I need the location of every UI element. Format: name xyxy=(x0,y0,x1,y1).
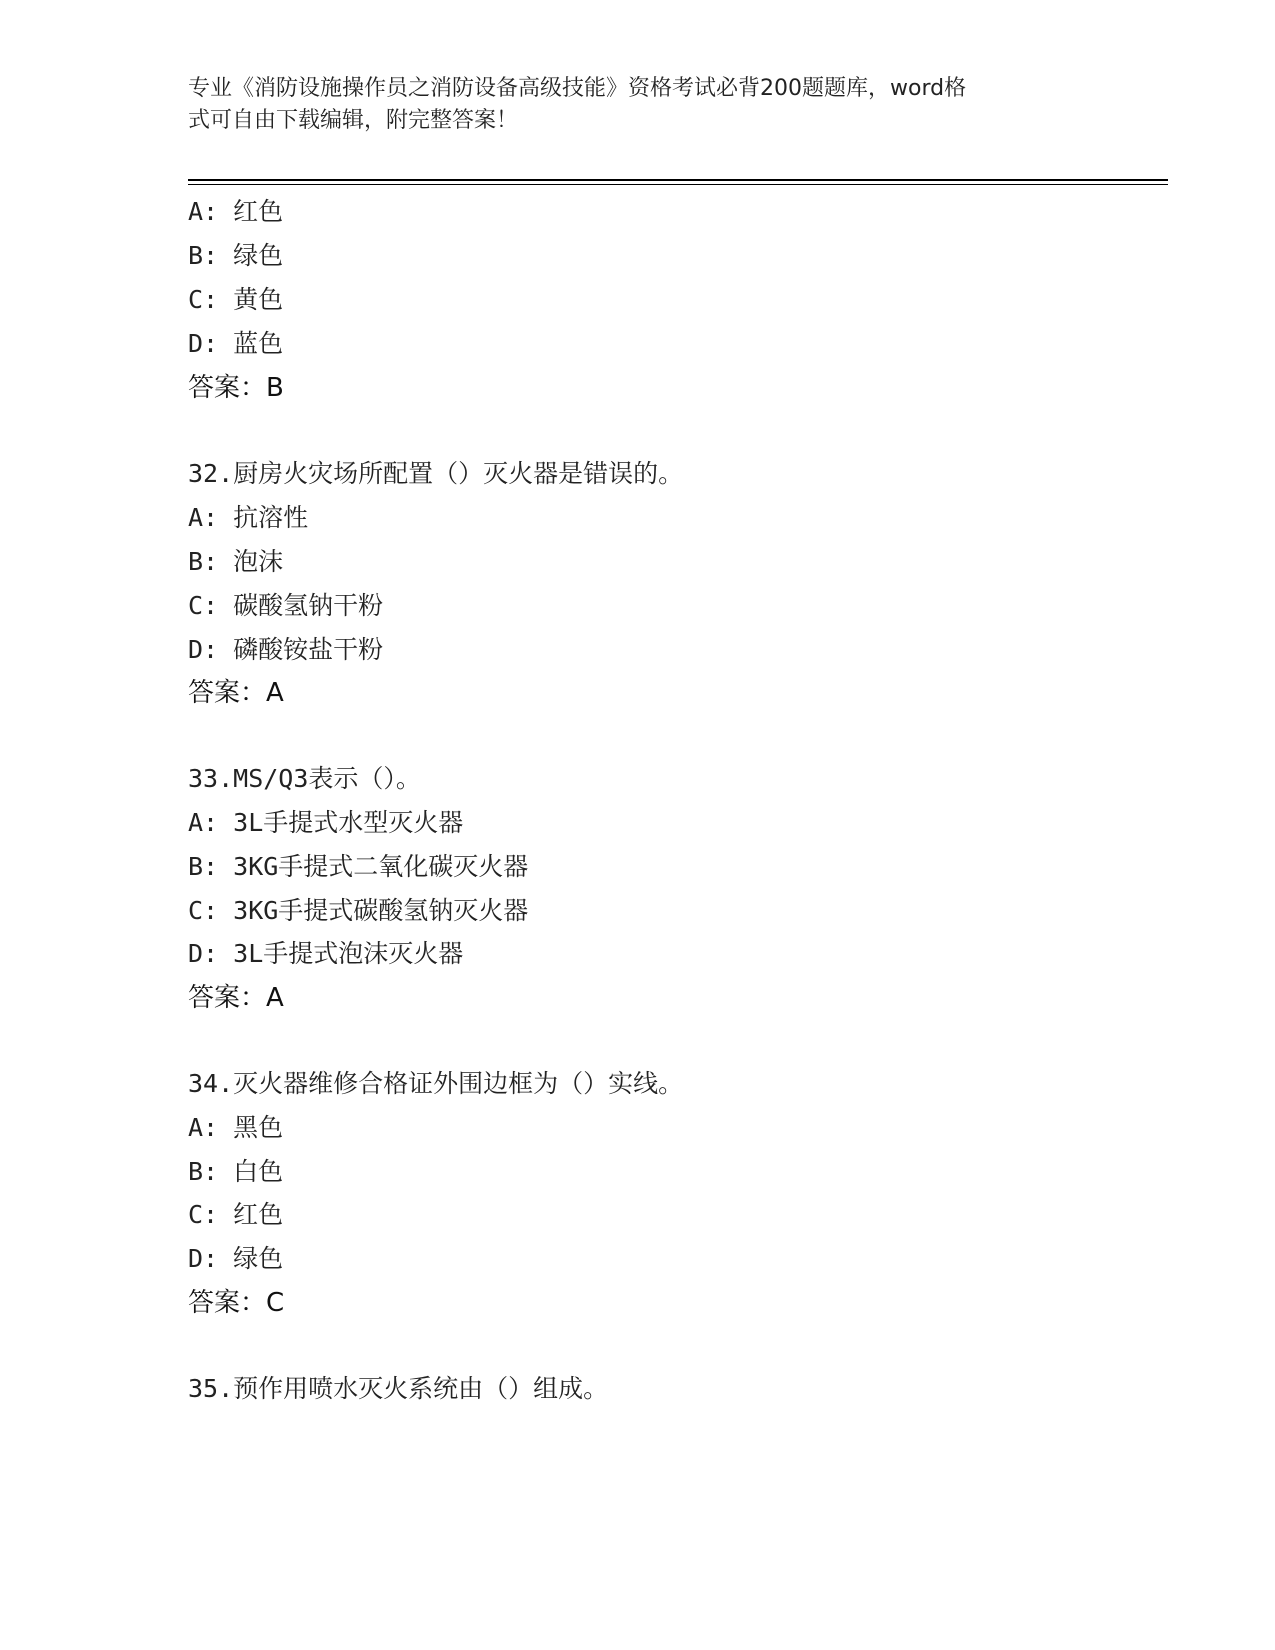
header-divider-thin xyxy=(188,184,1168,185)
option-c: C: 黄色 xyxy=(188,285,284,314)
option-a: A: 黑色 xyxy=(188,1113,284,1142)
option-b: B: 绿色 xyxy=(188,241,284,270)
answer-label: 答案：C xyxy=(188,1288,285,1318)
header-divider-thick xyxy=(188,179,1168,181)
question-32: 32.厨房火灾场所配置（）灭火器是错误的。 xyxy=(188,459,684,488)
header-line-1: 专业《消防设施操作员之消防设备高级技能》资格考试必背200题题库，word格 xyxy=(188,76,967,101)
question-34: 34.灭火器维修合格证外围边框为（）实线。 xyxy=(188,1069,684,1098)
option-d: D: 3L手提式泡沫灭火器 xyxy=(188,939,464,968)
option-c: C: 红色 xyxy=(188,1200,284,1229)
option-a: A: 3L手提式水型灭火器 xyxy=(188,808,464,837)
option-b: B: 泡沫 xyxy=(188,547,284,576)
header-line-2: 式可自由下载编辑，附完整答案！ xyxy=(188,108,519,133)
answer-label: 答案：B xyxy=(188,373,284,403)
document-header xyxy=(188,73,1068,137)
answer-label: 答案：A xyxy=(188,983,284,1013)
question-33: 33.MS/Q3表示（）。 xyxy=(188,764,421,793)
option-b: B: 白色 xyxy=(188,1157,284,1186)
option-b: B: 3KG手提式二氧化碳灭火器 xyxy=(188,852,529,881)
option-d: D: 磷酸铵盐干粉 xyxy=(188,635,384,664)
option-a: A: 抗溶性 xyxy=(188,503,309,532)
question-35: 35.预作用喷水灭火系统由（）组成。 xyxy=(188,1374,609,1403)
option-d: D: 蓝色 xyxy=(188,329,284,358)
option-c: C: 碳酸氢钠干粉 xyxy=(188,591,384,620)
option-c: C: 3KG手提式碳酸氢钠灭火器 xyxy=(188,896,529,925)
answer-label: 答案：A xyxy=(188,678,284,708)
option-d: D: 绿色 xyxy=(188,1244,284,1273)
option-a: A: 红色 xyxy=(188,197,284,226)
